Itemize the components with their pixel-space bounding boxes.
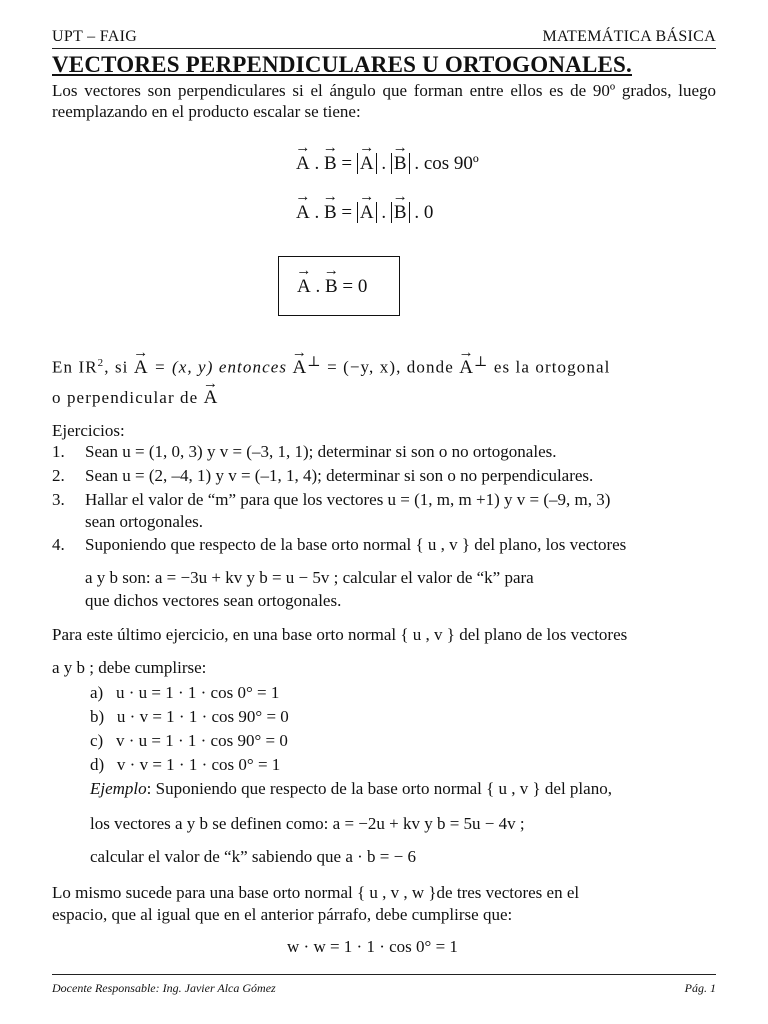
- page-header: [52, 28, 716, 48]
- header-left: UPT – FAIG: [52, 28, 138, 45]
- equation-2: → A . → B = → A . → B . 0: [296, 202, 433, 224]
- boxed-result: [278, 256, 400, 316]
- space-line-1: Lo mismo sucede para una base orto normal { u , v , w }de tres vectores en el: [52, 883, 580, 902]
- example-line-3: calcular el valor de “k” sabiendo que a · b = − 6: [90, 847, 416, 866]
- footer-left: Docente Responsable: Ing. Javier Alca Gómez: [52, 981, 276, 995]
- page-title: VECTORES PERPENDICULARES U ORTOGONALES.: [52, 52, 632, 77]
- intro-paragraph: Los vectores son perpendiculares si el ángulo que forman entre ellos es de 90º grados, luego reemplazando en el producto escalar se tiene:: [52, 81, 716, 121]
- exercises-heading: Ejercicios:: [52, 421, 125, 440]
- r2-line-1: En $IR^2$, si → A = (x, y) entonces → A⊥ = (−y, x), donde → A⊥ es la ortogonal: [52, 352, 716, 378]
- header-rule: [52, 48, 716, 49]
- footer-rule: [52, 974, 716, 975]
- boxed-equation: → A . → B = 0: [297, 276, 367, 298]
- final-equation: w · w = 1 · 1 · cos 0° = 1: [287, 937, 458, 956]
- condition-d: d) v · v = 1 · 1 · cos 0° = 1: [90, 755, 281, 774]
- last-exercise-line-2: a y b ; debe cumplirse:: [52, 658, 207, 677]
- last-exercise-line-1: Para este último ejercicio, en una base orto normal { u , v } del plano de los vectores: [52, 625, 628, 644]
- condition-c: c) v · u = 1 · 1 · cos 90° = 0: [90, 731, 288, 750]
- condition-a: a) u · u = 1 · 1 · cos 0° = 1: [90, 683, 280, 702]
- header-right: MATEMÁTICA BÁSICA: [542, 28, 716, 45]
- space-line-2: espacio, que al igual que en el anterior párrafo, debe cumplirse que:: [52, 905, 513, 924]
- example-line-2: los vectores a y b se definen como: a = −2u + kv y b = 5u − 4v ;: [90, 814, 525, 833]
- equation-1: → A . → B = → A . → B . cos 90º: [296, 153, 479, 175]
- footer-right: Pág. 1: [684, 981, 716, 995]
- example-line-1: Ejemplo: Suponiendo que respecto de la base orto normal { u , v } del plano,: [90, 779, 612, 798]
- condition-b: b) u · v = 1 · 1 · cos 90° = 0: [90, 707, 289, 726]
- r2-line-2: o perpendicular de → A: [52, 387, 716, 408]
